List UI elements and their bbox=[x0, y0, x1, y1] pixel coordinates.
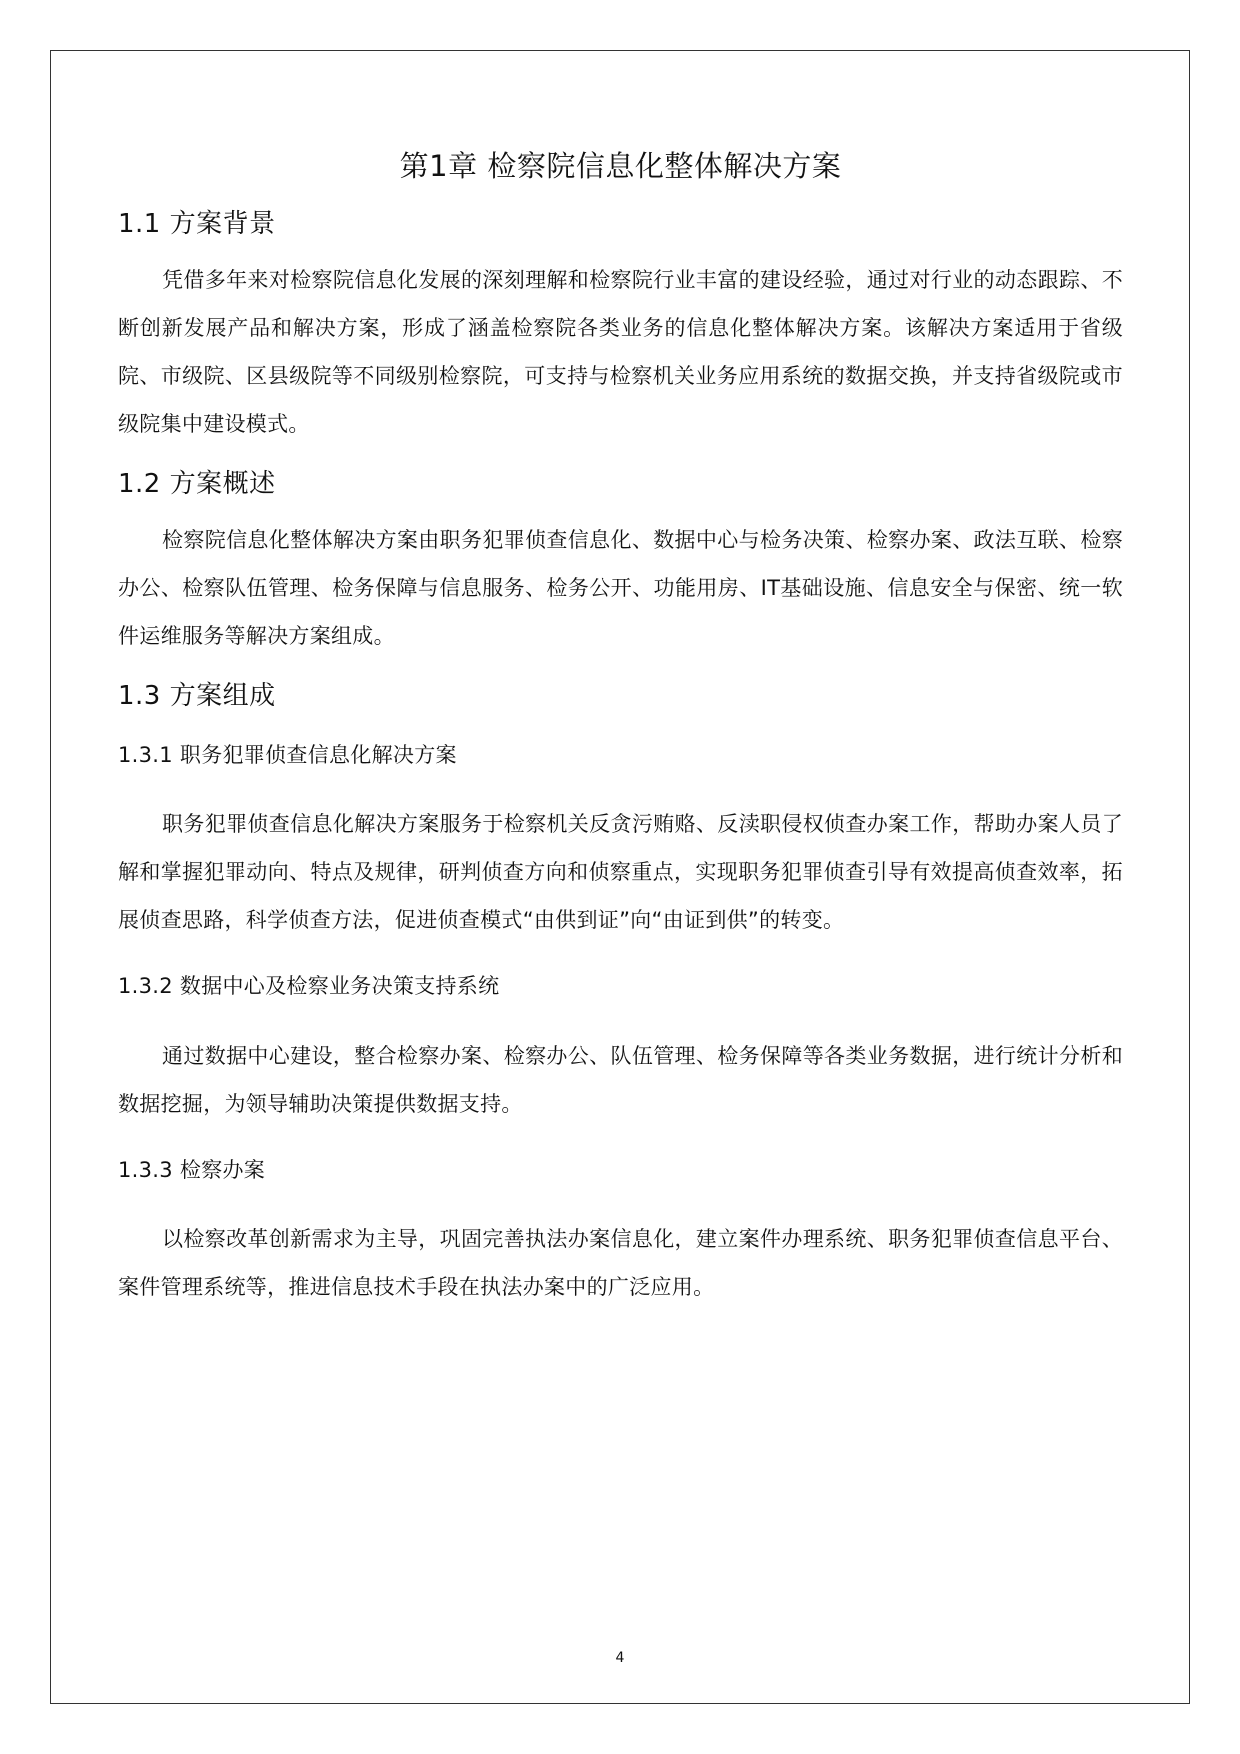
subsection-heading-1-3-2: 1.3.2 数据中心及检察业务决策支持系统 bbox=[118, 974, 500, 999]
section-heading-1-1: 1.1 方案背景 bbox=[118, 208, 276, 239]
section-heading-1-2: 1.2 方案概述 bbox=[118, 469, 276, 500]
subsection-paragraph-1-3-2: 通过数据中心建设，整合检察办案、检察办公、队伍管理、检务保障等各类业务数据，进行统计分析和数据挖掘，为领导辅助决策提供数据支持。 bbox=[118, 1043, 1123, 1116]
document-body bbox=[118, 148, 1123, 1329]
subsection-heading-1-3-3: 1.3.3 检察办案 bbox=[118, 1157, 266, 1182]
subsection-paragraph-1-3-3: 以检察改革创新需求为主导，巩固完善执法办案信息化，建立案件办理系统、职务犯罪侦查信息平台、案件管理系统等，推进信息技术手段在执法办案中的广泛应用。 bbox=[118, 1227, 1123, 1300]
chapter-title: 第1章 检察院信息化整体解决方案 bbox=[399, 149, 842, 183]
section-paragraph-1-2: 检察院信息化整体解决方案由职务犯罪侦查信息化、数据中心与检务决策、检察办案、政法互联、检察办公、检察队伍管理、检务保障与信息服务、检务公开、功能用房、IT基础设施、信息安全与保密、统一软件运维服务等解决方案组成。 bbox=[118, 528, 1123, 649]
section-paragraph-1-1: 凭借多年来对检察院信息化发展的深刻理解和检察院行业丰富的建设经验，通过对行业的动态跟踪、不断创新发展产品和解决方案，形成了涵盖检察院各类业务的信息化整体解决方案。该解决方案适用于省级院、市级院、区县级院等不同级别检察院，可支持与检察机关业务应用系统的数据交换，并支持省级院或市级院集中建设模式。 bbox=[118, 268, 1123, 437]
section-heading-1-3: 1.3 方案组成 bbox=[118, 681, 276, 712]
subsection-paragraph-1-3-1: 职务犯罪侦查信息化解决方案服务于检察机关反贪污贿赂、反渎职侵权侦查办案工作，帮助办案人员了解和掌握犯罪动向、特点及规律，研判侦查方向和侦察重点，实现职务犯罪侦查引导有效提高侦查效率，拓展侦查思路，科学侦查方法，促进侦查模式“由供到证”向“由证到供”的转变。 bbox=[118, 812, 1123, 933]
subsection-heading-1-3-1: 1.3.1 职务犯罪侦查信息化解决方案 bbox=[118, 742, 457, 767]
page-number: 4 bbox=[615, 1650, 625, 1666]
